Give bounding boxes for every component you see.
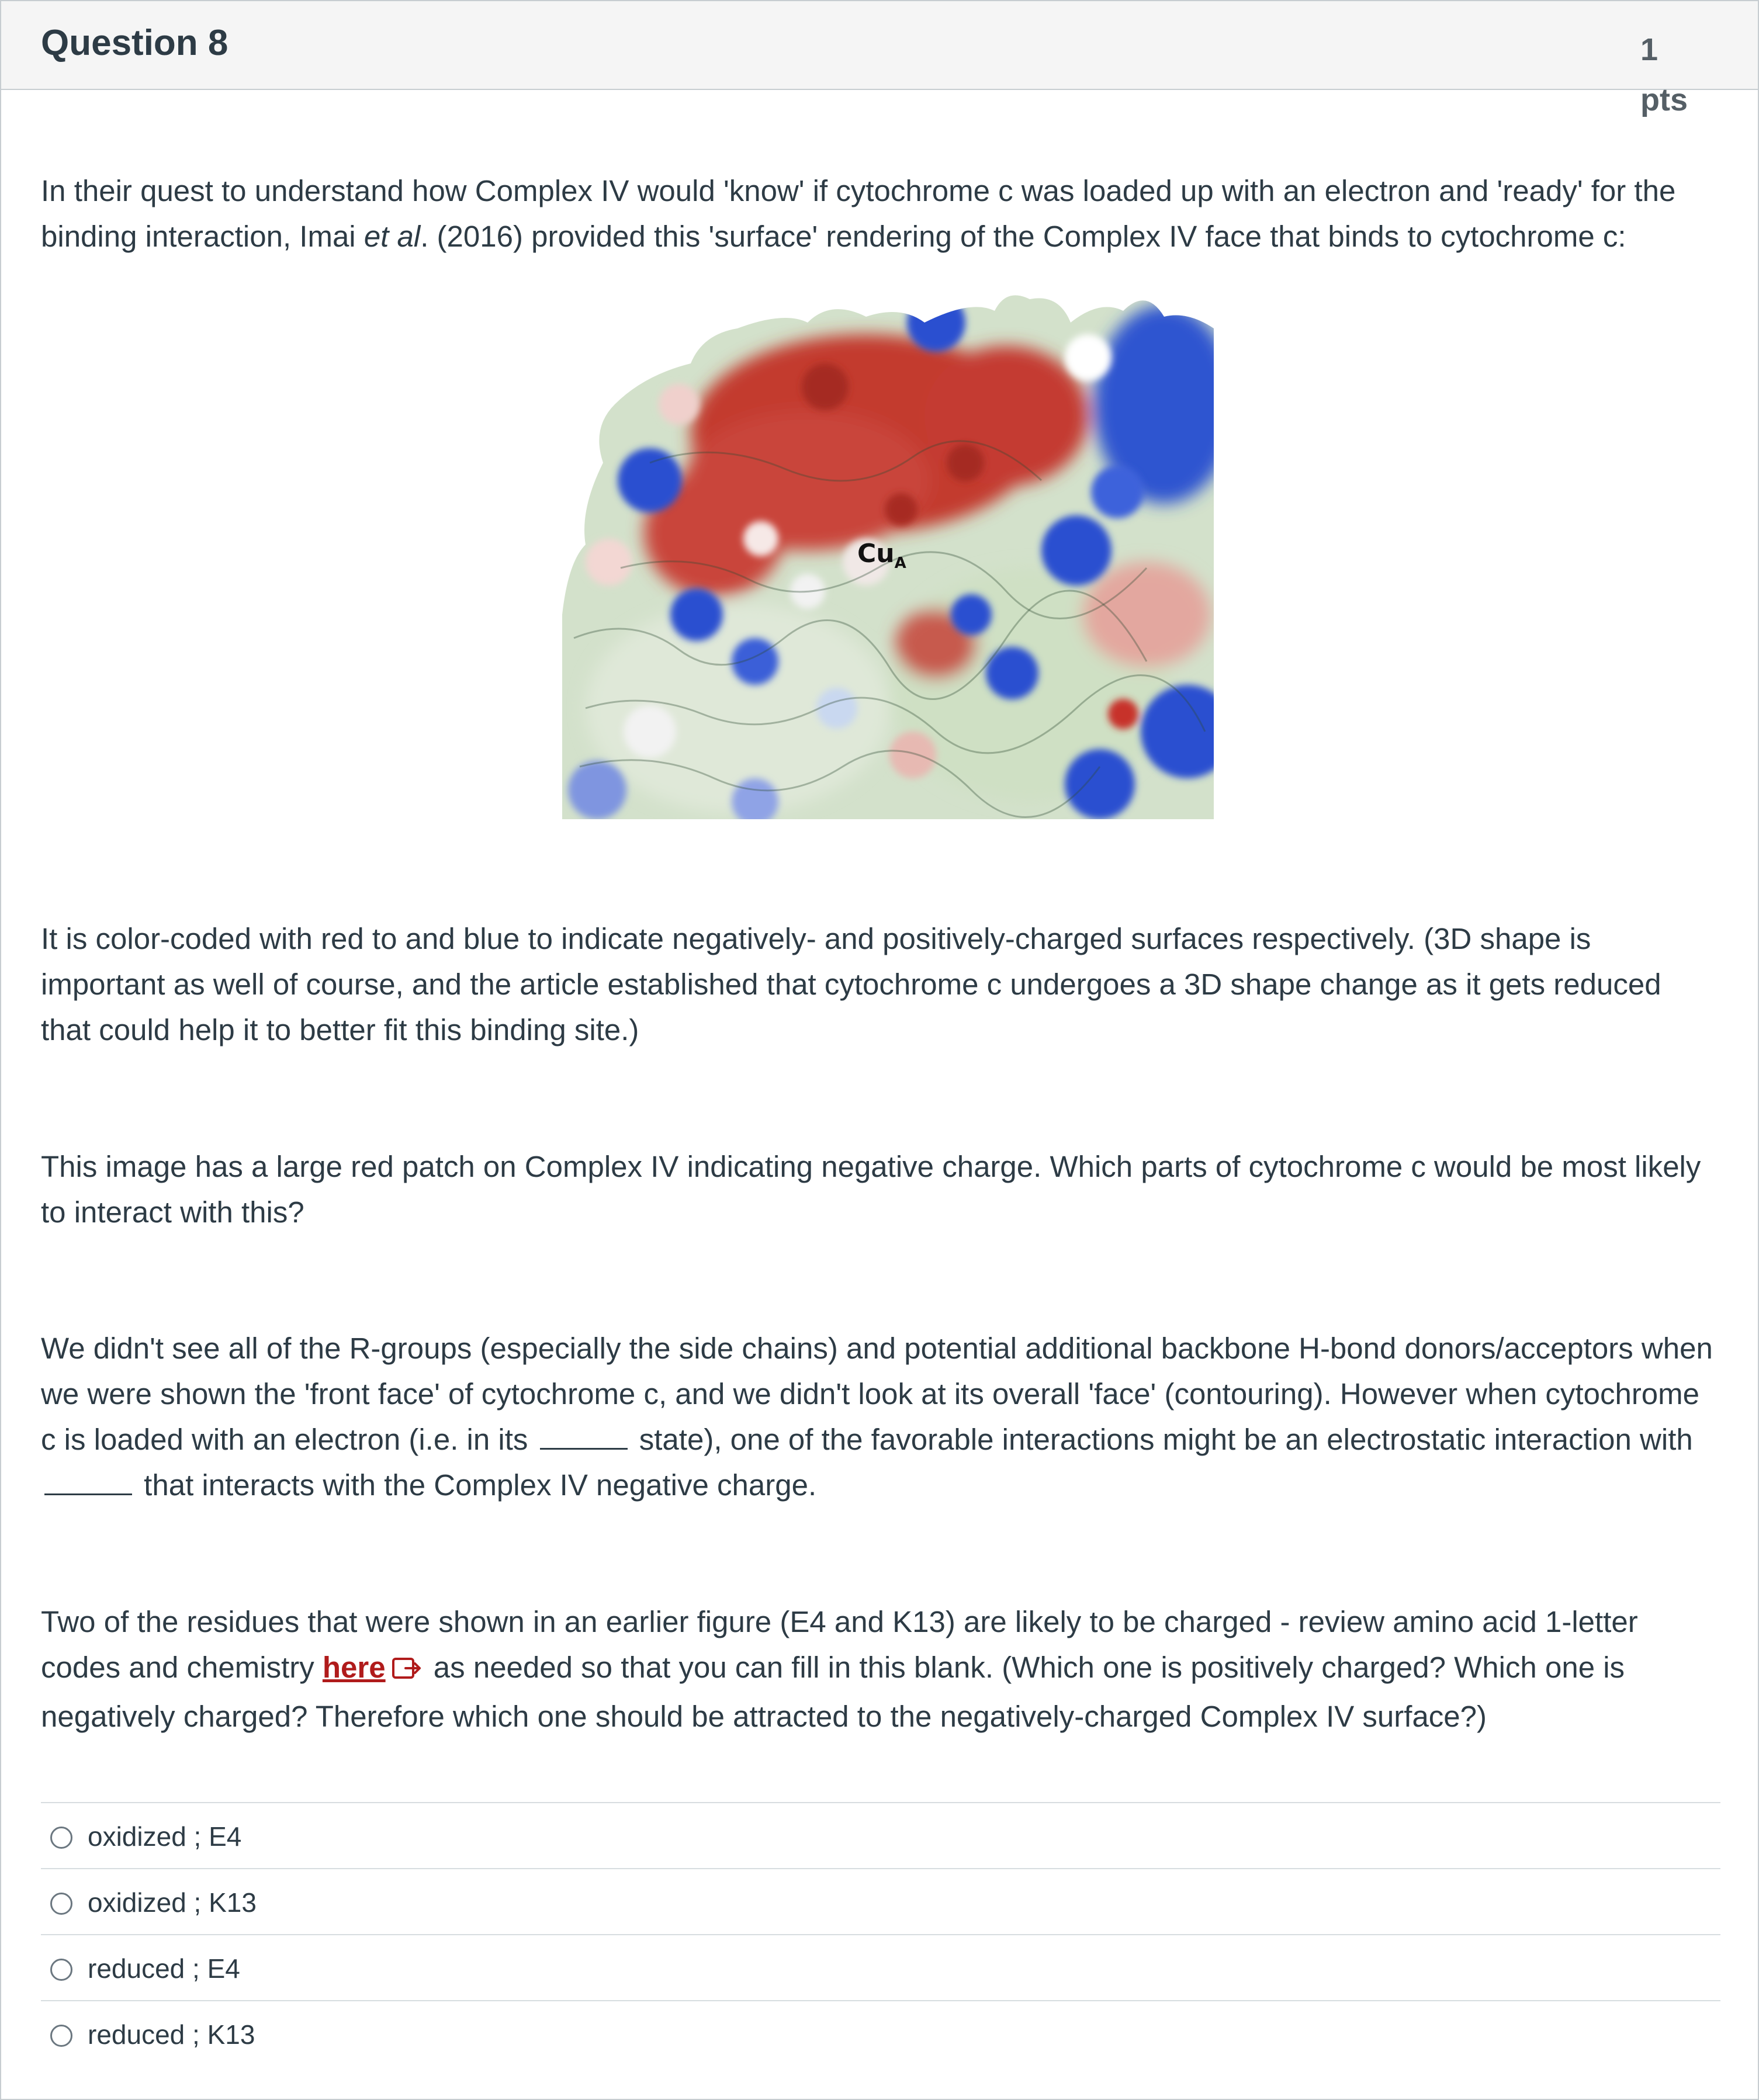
radio-button[interactable] — [50, 1827, 72, 1849]
question-paragraph-1 — [41, 168, 1718, 259]
paragraph-text: as needed so that you can fill in this blank. (Which one is positively charged? Which one is negatively charged? Therefore which one should be attracted to the negatively-charged Complex IV surface?) — [41, 1651, 1625, 1733]
figure-label-subscript: A — [894, 554, 906, 572]
points-badge — [1640, 25, 1710, 125]
answer-option-1[interactable] — [41, 1802, 1720, 1868]
answer-label[interactable]: oxidized ; E4 — [88, 1821, 242, 1852]
paragraph-text: . (2016) provided this 'surface' rendering of the Complex IV face that binds to cytochrome c: — [420, 220, 1626, 253]
answer-option-3[interactable] — [41, 1934, 1720, 2000]
question-paragraph-4 — [41, 1326, 1718, 1508]
paragraph-text: Two of the residues that were shown in an earlier figure (E4 and K13) are likely to be charged - review amino acid 1-letter codes and chemistry — [41, 1605, 1638, 1684]
points-value: 1 — [1640, 32, 1658, 67]
radio-button[interactable] — [50, 2025, 72, 2047]
amino-acid-codes-link[interactable]: here — [322, 1651, 386, 1684]
answer-label[interactable]: oxidized ; K13 — [88, 1887, 257, 1918]
italic-text: et al — [363, 220, 421, 253]
fill-in-blank-2 — [44, 1468, 132, 1495]
answer-label[interactable]: reduced ; E4 — [88, 1953, 240, 1984]
radio-button[interactable] — [50, 1959, 72, 1981]
question-paragraph-3: This image has a large red patch on Complex IV indicating negative charge. Which parts of cytochrome c would be most likely to interact with this? — [41, 1150, 1701, 1229]
question-header — [1, 1, 1758, 117]
answer-list — [41, 1802, 1720, 2066]
question-title: Question 8 — [41, 23, 228, 63]
paragraph-text: We didn't see all of the R-groups (especially the side chains) and potential additional backbone H-bond donors/acceptors when we were shown the 'front face' of cytochrome c, and we didn't look at its overall 'face' (contouring). However when cytochrome c is loaded with an electron (i.e. in its — [41, 1332, 1713, 1456]
protein-surface-image — [562, 287, 1214, 819]
question-paragraph-5 — [41, 1599, 1718, 1739]
paragraph-text: that interacts with the Complex IV negative charge. — [144, 1468, 817, 1502]
answer-option-2[interactable] — [41, 1868, 1720, 1934]
cua-label — [857, 539, 906, 572]
answer-label[interactable]: reduced ; K13 — [88, 2019, 255, 2050]
external-link-icon[interactable] — [392, 1648, 422, 1694]
paragraph-text: state), one of the favorable interactions might be an electrostatic interaction with — [639, 1423, 1693, 1456]
paragraph-text: In their quest to understand how Complex IV would 'know' if cytochrome c was loaded up with an electron and 'ready' for the binding interaction, Imai — [41, 174, 1676, 253]
question-paragraph-2: It is color-coded with red to and blue to indicate negatively- and positively-charged surfaces respectively. (3D shape is important as well of course, and the article established that cytochrome c undergoes a 3D shape change as it gets reduced that could help it to better fit this binding site.) — [41, 922, 1661, 1046]
answer-option-4[interactable] — [41, 2000, 1720, 2066]
fill-in-blank-1 — [540, 1422, 628, 1450]
figure-label-text: Cu — [857, 539, 895, 569]
radio-button[interactable] — [50, 1893, 72, 1915]
points-unit: pts — [1640, 82, 1688, 117]
